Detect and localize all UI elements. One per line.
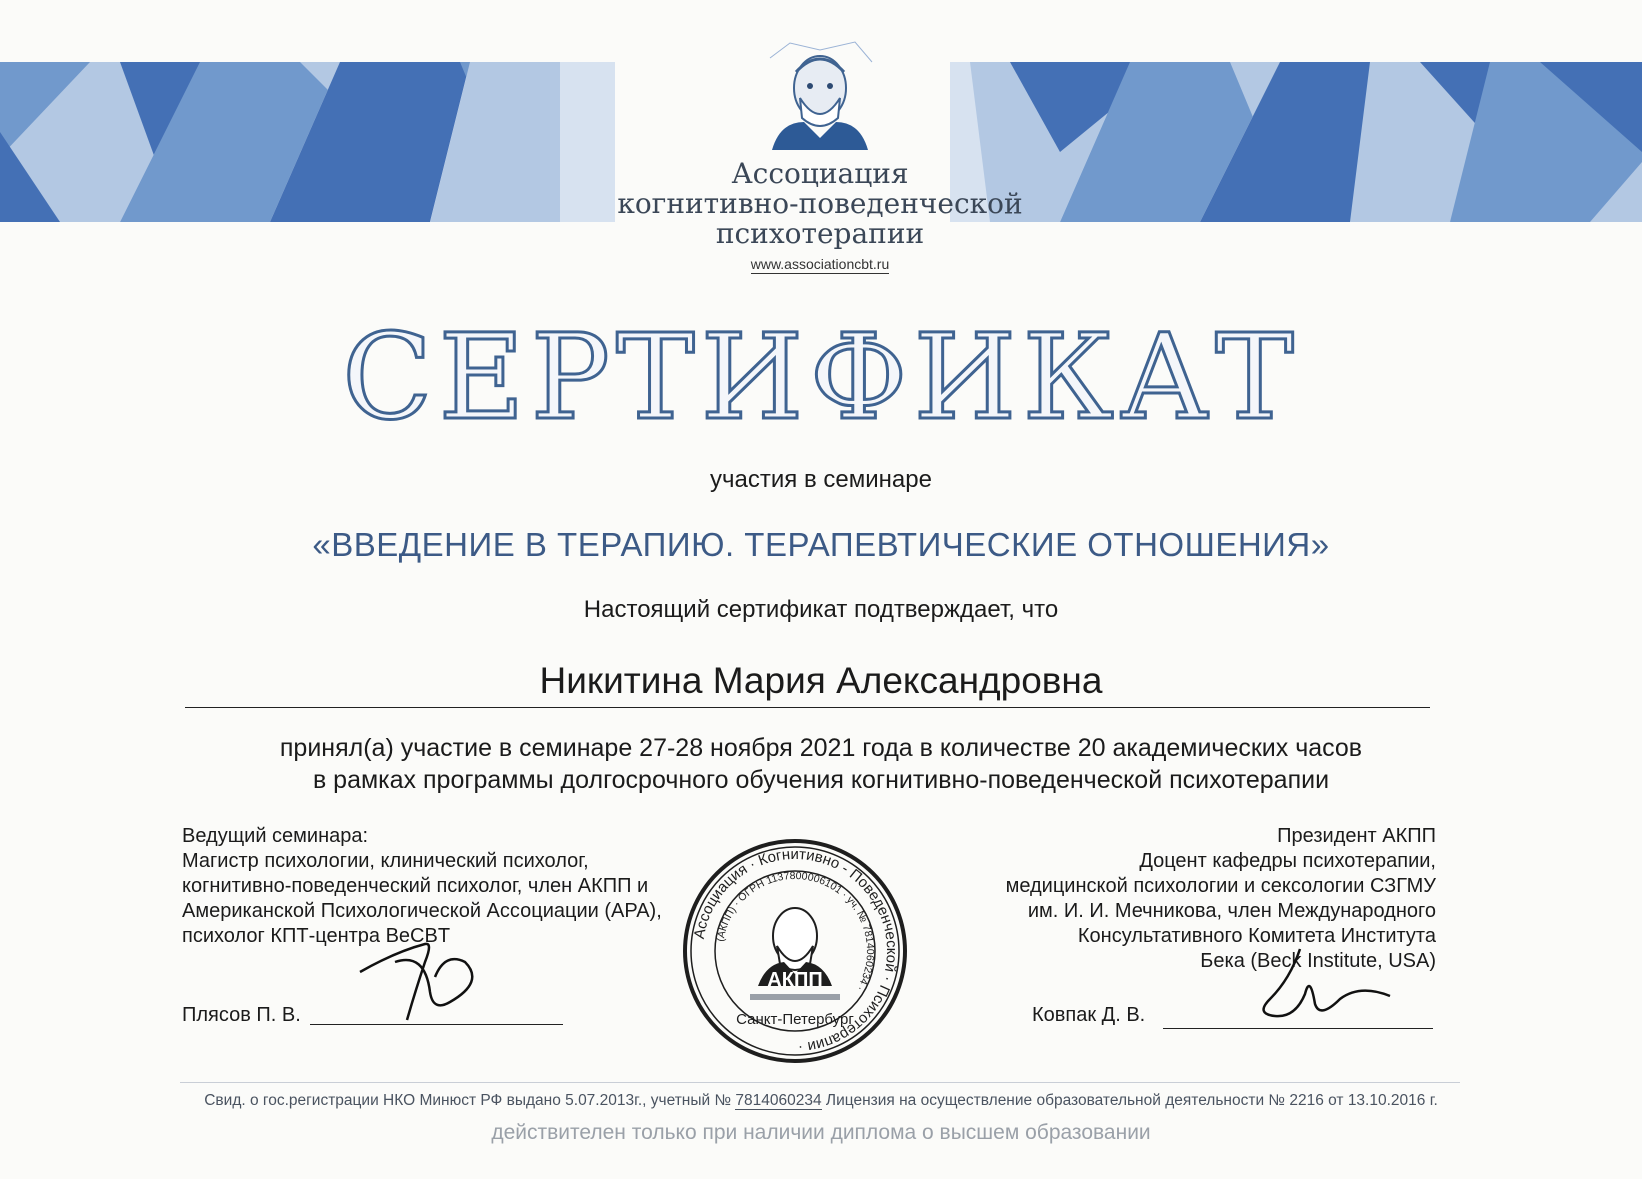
recipient-name: Никитина Мария Александровна [539, 660, 1103, 701]
seminar-title: «ВВЕДЕНИЕ В ТЕРАПИЮ. ТЕРАПЕВТИЧЕСКИЕ ОТНОШЕНИЯ» [312, 526, 1330, 563]
president-name: Ковпак Д. В. [1032, 1004, 1146, 1026]
credentials-line: Бека (Beck Institute, USA) [1200, 950, 1436, 972]
president-signature [1250, 944, 1400, 1024]
president-signature-line [1163, 1028, 1433, 1029]
credentials-line: Магистр психологии, клинический психолог, [182, 850, 589, 872]
credentials-line: Президент АКПП [1277, 825, 1436, 847]
credentials-line: Американской Психологической Ассоциации (APA), [182, 900, 662, 922]
footer-divider [180, 1082, 1460, 1083]
credentials-line: медицинской психологии и сексологии СЗГМУ [1005, 875, 1436, 897]
leader-signature-line [310, 1024, 563, 1025]
credentials-line: им. И. И. Мечникова, член Международного [1027, 900, 1436, 922]
participation-detail-line1: принял(а) участие в семинаре 27-28 ноября 2021 года в количестве 20 академических часов [279, 734, 1363, 762]
stamp-inner-text: (АКПП) · ОГРН 1137800006101 · уч. № 7814060234 · [714, 869, 877, 993]
org-name-line1: Ассоциация [731, 157, 909, 190]
seminar-leader-credentials [182, 824, 702, 949]
registration-number: 7814060234 [735, 1092, 822, 1109]
registration-info [0, 1092, 1642, 1110]
credentials-line: Консультативного Комитета Института [1077, 925, 1436, 947]
participation-detail-line2: в рамках программы долгосрочного обучения когнитивно-поведенческой психотерапии [312, 766, 1330, 794]
stamp-city: Санкт-Петербург [736, 1011, 854, 1028]
credentials-line: Ведущий семинара: [182, 825, 369, 847]
registration-text-before: Свид. о гос.регистрации НКО Минюст РФ выдано 5.07.2013г., учетный № [204, 1092, 736, 1109]
org-name-line3: психотерапии [715, 217, 925, 250]
organization-stamp [680, 836, 910, 1066]
stamp-outer-text: Ассоциация · Когнитивно - Поведенческой · Психотерапии · [690, 845, 901, 1056]
decorative-banner-left [0, 62, 615, 222]
confirm-text: Настоящий сертификат подтверждает, что [583, 596, 1059, 623]
stamp-abbr: АКПП [767, 969, 823, 991]
org-website[interactable] [560, 256, 1080, 272]
recipient-underline [185, 707, 1430, 708]
org-website-text: www.associationcbt.ru [750, 256, 890, 272]
certificate-title: СЕРТИФИКАТ [342, 308, 1300, 446]
credentials-line: психолог КПТ-центра BeCBT [182, 925, 451, 947]
association-logo [760, 38, 880, 150]
registration-text-after: Лицензия на осуществление образовательной деятельности № 2216 от 13.10.2016 г. [821, 1092, 1438, 1109]
org-name-line2: когнитивно-поведенческой [617, 187, 1023, 220]
credentials-line: Доцент кафедры психотерапии, [1139, 850, 1436, 872]
leader-signature [355, 932, 495, 1024]
leader-name: Плясов П. В. [182, 1004, 301, 1026]
certificate-subtitle: участия в семинаре [710, 466, 932, 493]
validity-note: действителен только при наличии диплома о высшем образовании [491, 1121, 1151, 1144]
credentials-line: когнитивно-поведенческий психолог, член АКПП и [182, 875, 649, 897]
